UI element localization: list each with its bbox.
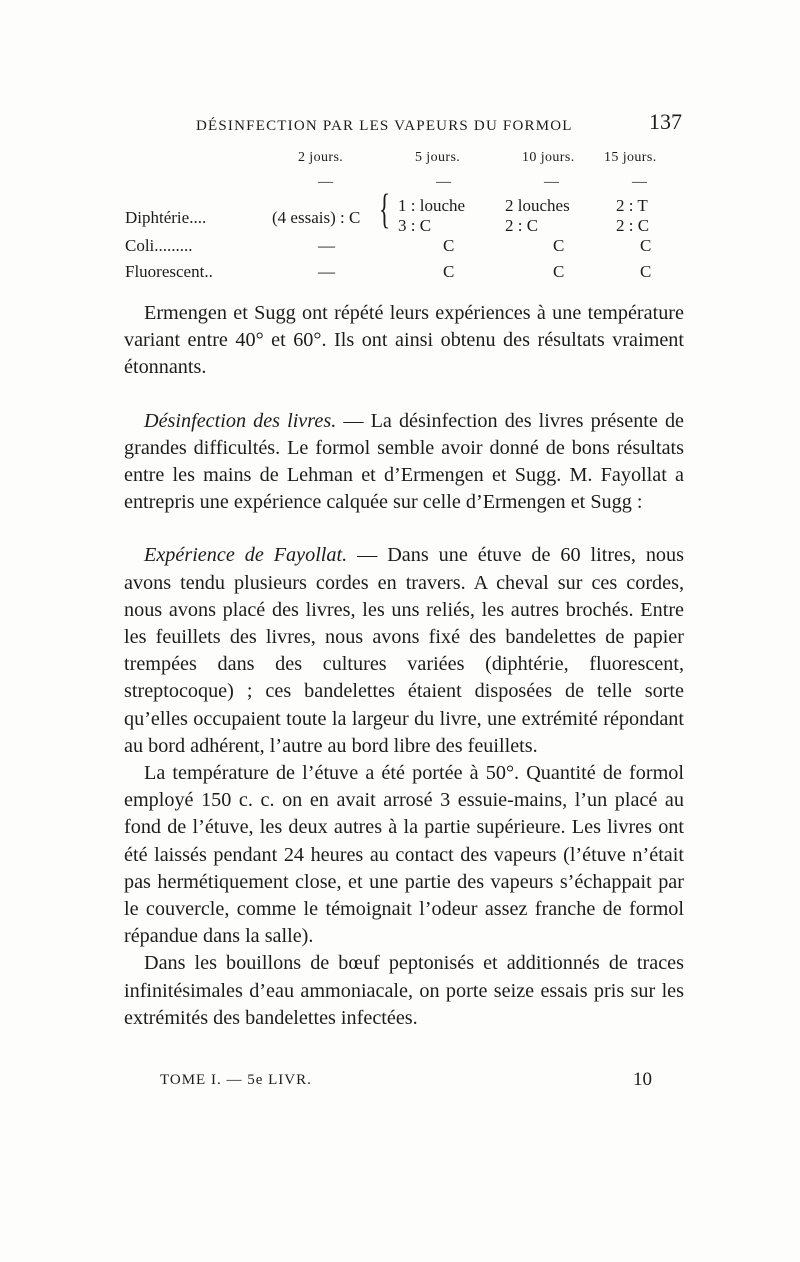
cell-10-days: C — [553, 262, 565, 281]
header-rule: — — [318, 174, 333, 190]
paragraph: La température de l’étuve a été portée à 50°. Quantité de formol employé 150 c. c. on en avait arrosé 3 essuie-mains, l’un placé au fond de l’étuve, les deux autres à la partie supérieure. Les livres ont été laissés pendant 24 heures au contact des vapeurs (l’étuve n’était pas hermétiquement close, et une partie des vapeurs s’échappait par le couvercle, comme le témoignait l’odeur assez franche de formol répandue dans la salle). — [124, 762, 684, 948]
paragraph: Dans les bouillons de bœuf peptonisés et additionnés de traces infinitésimales d’eau ammoniacale, on porte seize essais pris sur les extrémités des bandelettes infectées. — [124, 952, 684, 1029]
header-rule: — — [544, 174, 559, 190]
page-number: 137 — [649, 109, 682, 134]
cell-15-days-b: 2 : C — [616, 216, 650, 235]
column-header-15-days: 15 jours. — [604, 150, 657, 165]
sheet-number: 10 — [633, 1069, 652, 1090]
paragraph — [124, 408, 684, 517]
section-title: Expérience de Fayollat. — [144, 544, 348, 567]
cell-essais: (4 essais) : C — [272, 208, 361, 227]
column-header-10-days: 10 jours. — [522, 150, 575, 165]
cell-5-days-b: 3 : C — [398, 216, 432, 235]
cell-15-days: C — [640, 262, 652, 281]
cell-15-days-a: 2 : T — [616, 196, 648, 215]
signature-mark: TOME I. — 5e LIVR. — [160, 1072, 312, 1088]
row-label-coli: Coli......... — [125, 236, 193, 255]
cell-2-days: — — [318, 236, 335, 255]
running-title: DÉSINFECTION PAR LES VAPEURS DU FORMOL — [196, 118, 573, 134]
header-rule: — — [436, 174, 451, 190]
header-rule: — — [632, 174, 647, 190]
paragraph-text: — La désinfection des livres présente de grandes difficultés. Le formol semble avoir donné de bons résultats entre les mains de Lehman et d’Ermengen et Sugg. M. Fayollat a entrepris une expérience calquée sur celle d’Ermengen et Sugg : — [124, 409, 684, 514]
paragraph: Ermengen et Sugg ont répété leurs expériences à une température variant entre 40° et 60°. Ils ont ainsi obtenu des résultats vraiment étonnants. — [124, 302, 684, 379]
cell-5-days: C — [443, 262, 455, 281]
cell-5-days-a: 1 : louche — [398, 196, 466, 215]
brace-icon: { — [379, 187, 391, 233]
column-header-5-days: 5 jours. — [415, 150, 461, 165]
row-label-fluorescent: Fluorescent.. — [125, 262, 213, 281]
cell-10-days-b: 2 : C — [505, 216, 539, 235]
cell-10-days-a: 2 louches — [505, 196, 570, 215]
cell-5-days: C — [443, 236, 455, 255]
paragraph — [124, 542, 684, 760]
cell-10-days: C — [553, 236, 565, 255]
body-text — [124, 300, 684, 1032]
cell-2-days: — — [318, 262, 335, 281]
cell-15-days: C — [640, 236, 652, 255]
column-header-2-days: 2 jours. — [298, 150, 344, 165]
results-table — [0, 0, 800, 300]
row-label-diphterie: Diphtérie.... — [125, 208, 207, 227]
paragraph-text: — Dans une étuve de 60 litres, nous avons tendu plusieurs cordes en travers. A cheval sur ces cordes, nous avons placé des livres, les uns reliés, les autres brochés. Entre les feuillets des livres, nous avons fixé des bandelettes de papier trempées dans des cultures variées (diphtérie, fluorescent, streptocoque) ; ces bandelettes étaient disposées de telle sorte qu’elles occupaient toute la largeur du livre, une extrémité répondant au bord adhérent, l’autre au bord libre des feuillets. — [124, 544, 684, 757]
section-title: Désinfection des livres. — [144, 409, 337, 432]
